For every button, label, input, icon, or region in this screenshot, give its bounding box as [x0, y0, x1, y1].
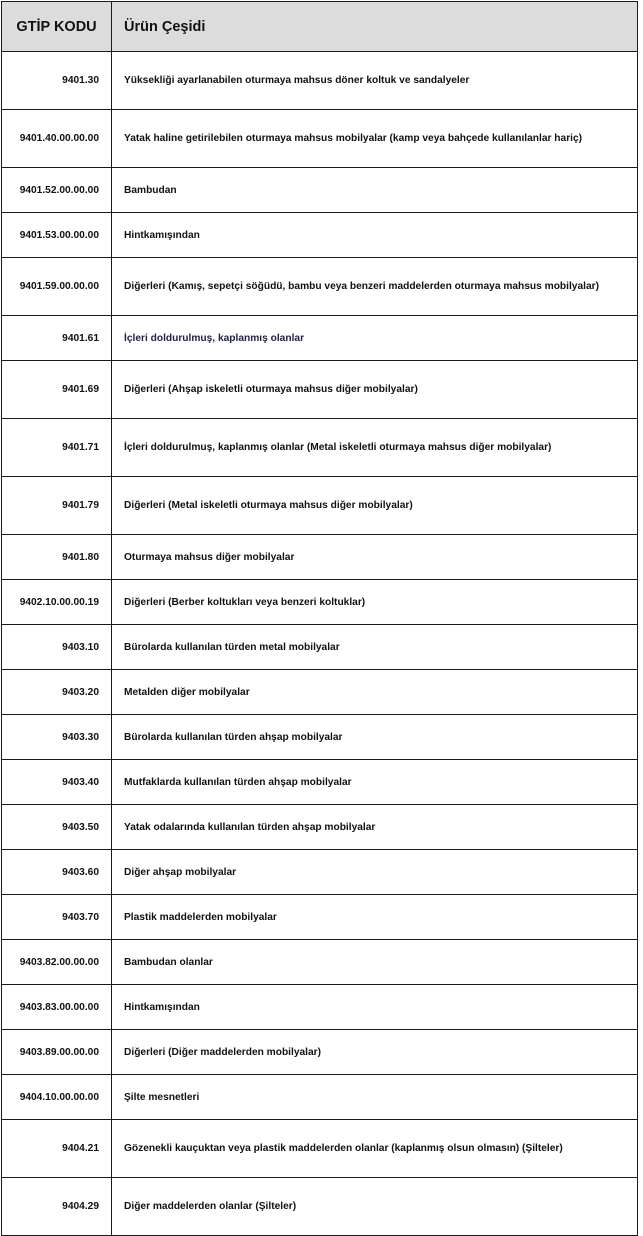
gtip-code: 9403.30: [2, 715, 112, 760]
header-row: [2, 2, 638, 52]
table-row: [2, 805, 638, 850]
product-description: Diğer maddelerden olanlar (Şilteler): [112, 1178, 638, 1236]
gtip-code: 9404.21: [2, 1120, 112, 1178]
gtip-code: 9401.80: [2, 535, 112, 580]
gtip-code: 9401.59.00.00.00: [2, 258, 112, 316]
table-row: [2, 52, 638, 110]
product-description: İçleri doldurulmuş, kaplanmış olanlar (Metal iskeletli oturmaya mahsus diğer mobilyalar): [112, 419, 638, 477]
table-row: [2, 258, 638, 316]
gtip-code: 9401.69: [2, 361, 112, 419]
product-description: Diğerleri (Metal iskeletli oturmaya mahsus diğer mobilyalar): [112, 477, 638, 535]
gtip-code: 9401.40.00.00.00: [2, 110, 112, 168]
table-row: [2, 1030, 638, 1075]
table-row: [2, 580, 638, 625]
gtip-code: 9403.70: [2, 895, 112, 940]
gtip-code: 9401.53.00.00.00: [2, 213, 112, 258]
product-description: Bürolarda kullanılan türden metal mobilyalar: [112, 625, 638, 670]
product-description: Bürolarda kullanılan türden ahşap mobilyalar: [112, 715, 638, 760]
product-description: Bambudan: [112, 168, 638, 213]
gtip-code: 9404.29: [2, 1178, 112, 1236]
table-row: [2, 670, 638, 715]
product-description: Diğerleri (Diğer maddelerden mobilyalar): [112, 1030, 638, 1075]
table-row: [2, 316, 638, 361]
gtip-code: 9403.10: [2, 625, 112, 670]
product-description: Hintkamışından: [112, 213, 638, 258]
table-row: [2, 477, 638, 535]
table-row: [2, 168, 638, 213]
gtip-code: 9403.40: [2, 760, 112, 805]
product-description: Mutfaklarda kullanılan türden ahşap mobilyalar: [112, 760, 638, 805]
product-description: Bambudan olanlar: [112, 940, 638, 985]
table-row: [2, 895, 638, 940]
gtip-code: 9404.10.00.00.00: [2, 1075, 112, 1120]
table-row: [2, 361, 638, 419]
gtip-code: 9401.52.00.00.00: [2, 168, 112, 213]
product-description: Yatak odalarında kullanılan türden ahşap mobilyalar: [112, 805, 638, 850]
product-description: Yatak haline getirilebilen oturmaya mahsus mobilyalar (kamp veya bahçede kullanılanlar hariç): [112, 110, 638, 168]
gtip-code: 9401.61: [2, 316, 112, 361]
table-row: [2, 1178, 638, 1236]
gtip-code: 9403.89.00.00.00: [2, 1030, 112, 1075]
product-description: Hintkamışından: [112, 985, 638, 1030]
gtip-code: 9403.20: [2, 670, 112, 715]
table-row: [2, 985, 638, 1030]
gtip-code: 9401.79: [2, 477, 112, 535]
column-header-code: GTİP KODU: [2, 2, 112, 52]
product-description: Diğerleri (Kamış, sepetçi söğüdü, bambu veya benzeri maddelerden oturmaya mahsus mobilyalar): [112, 258, 638, 316]
gtip-code: 9403.60: [2, 850, 112, 895]
gtip-code: 9401.30: [2, 52, 112, 110]
product-description: Diğerleri (Berber koltukları veya benzeri koltuklar): [112, 580, 638, 625]
gtip-code: 9403.83.00.00.00: [2, 985, 112, 1030]
gtip-table: [1, 1, 638, 1236]
table-row: [2, 1120, 638, 1178]
table-row: [2, 213, 638, 258]
column-header-description: Ürün Çeşidi: [112, 2, 638, 52]
table-row: [2, 760, 638, 805]
table-row: [2, 625, 638, 670]
product-description: Diğerleri (Ahşap iskeletli oturmaya mahsus diğer mobilyalar): [112, 361, 638, 419]
product-description: Oturmaya mahsus diğer mobilyalar: [112, 535, 638, 580]
table-row: [2, 715, 638, 760]
gtip-code: 9401.71: [2, 419, 112, 477]
product-description: Metalden diğer mobilyalar: [112, 670, 638, 715]
gtip-code: 9402.10.00.00.19: [2, 580, 112, 625]
product-description: Plastik maddelerden mobilyalar: [112, 895, 638, 940]
table-row: [2, 110, 638, 168]
product-description: İçleri doldurulmuş, kaplanmış olanlar: [112, 316, 638, 361]
table-row: [2, 940, 638, 985]
gtip-code: 9403.82.00.00.00: [2, 940, 112, 985]
table-row: [2, 850, 638, 895]
product-description: Şilte mesnetleri: [112, 1075, 638, 1120]
table-row: [2, 535, 638, 580]
gtip-code: 9403.50: [2, 805, 112, 850]
product-description: Yüksekliği ayarlanabilen oturmaya mahsus döner koltuk ve sandalyeler: [112, 52, 638, 110]
product-description: Gözenekli kauçuktan veya plastik maddelerden olanlar (kaplanmış olsun olmasın) (Şilteler): [112, 1120, 638, 1178]
table-row: [2, 419, 638, 477]
table-row: [2, 1075, 638, 1120]
product-description: Diğer ahşap mobilyalar: [112, 850, 638, 895]
